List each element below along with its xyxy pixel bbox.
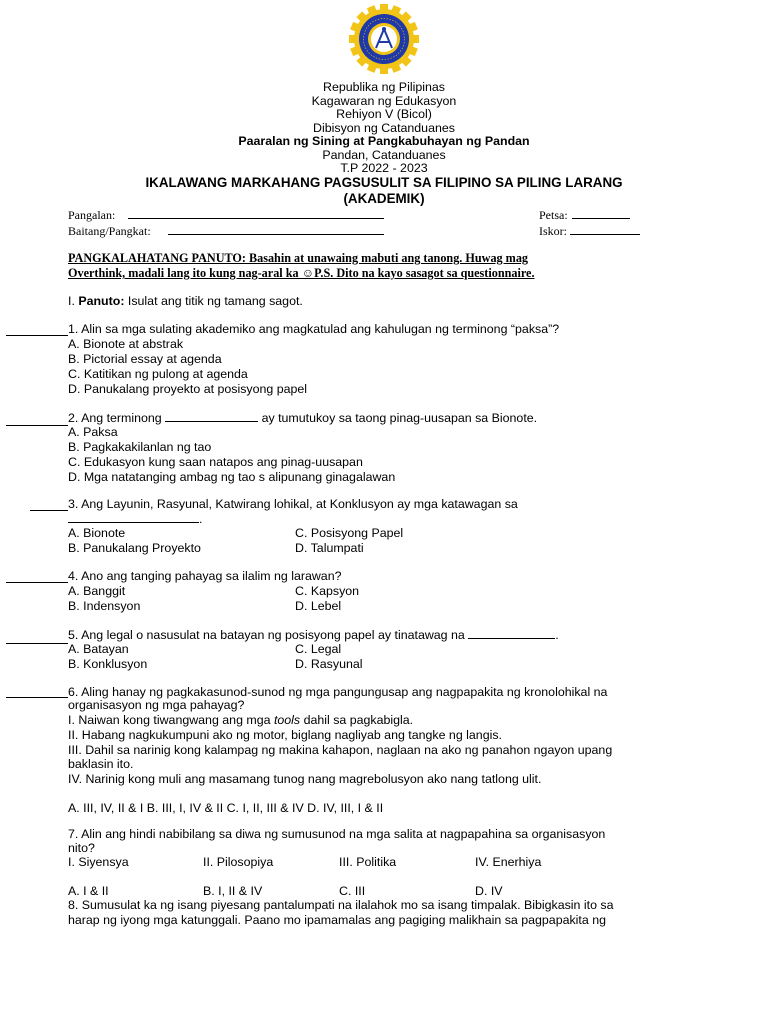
q6-item-1-after: dahil sa pagkabigla. xyxy=(300,713,414,727)
header-division: Dibisyon ng Catanduanes xyxy=(313,121,455,135)
q5-stem-before: 5. Ang legal o nasusulat na batayan ng posisyong papel ay tinatawag na xyxy=(68,628,469,642)
general-instructions-line2: Overthink, madali lang ito kung nag-aral ka ☺P.S. Dito na kayo sasagot sa questionnaire. xyxy=(68,266,535,280)
score-field-line[interactable] xyxy=(570,234,640,235)
q2-stem xyxy=(68,410,537,426)
q5-stem xyxy=(68,627,559,643)
q6-choices: A. III, IV, II & I B. III, I, IV & II C. I, II, III & IV D. IV, III, I & II xyxy=(68,801,384,815)
header-school-year: T.P 2022 - 2023 xyxy=(340,161,428,175)
school-seal-logo xyxy=(349,4,419,74)
q1-option-a: A. Bionote at abstrak xyxy=(68,337,184,351)
q7-stem-line2: nito? xyxy=(68,841,95,855)
section-1-roman: I. xyxy=(68,294,79,308)
q6-stem-line1: 6. Aling hanay ng pagkakasunod-sunod ng mga pangungusap ang nagpapakita ng kronolohikal na xyxy=(68,685,608,699)
q7-word-4: IV. Enerhiya xyxy=(475,855,542,869)
q6-item-2: II. Habang nagkukumpuni ako ng motor, biglang nagliyab ang tangke ng langis. xyxy=(68,728,502,742)
q1-stem: 1. Alin sa mga sulating akademiko ang magkatulad ang kahulugan ng terminong “paksa”? xyxy=(68,322,560,336)
header-location: Pandan, Catanduanes xyxy=(322,148,446,162)
q3-option-d: D. Talumpati xyxy=(295,541,364,555)
section-1-text: Isulat ang titik ng tamang sagot. xyxy=(124,294,303,308)
date-field-line[interactable] xyxy=(572,218,630,219)
q2-option-d: D. Mga natatanging ambag ng tao s alipunang ginagalawan xyxy=(68,470,396,484)
q2-stem-after: ay tumutukoy sa taong pinag-uusapan sa Bionote. xyxy=(258,411,538,425)
name-field-line[interactable] xyxy=(128,218,384,219)
q2-option-a: A. Paksa xyxy=(68,425,118,439)
grade-field-line[interactable] xyxy=(168,234,384,235)
q6-item-1 xyxy=(68,713,413,728)
q6-item-4: IV. Narinig kong muli ang masamang tunog nang magrebolusyon ako nang tatlong ulit. xyxy=(68,772,542,786)
q5-stem-after: . xyxy=(555,628,559,642)
q2-inline-blank[interactable] xyxy=(165,410,258,422)
q6-item-3-line1: III. Dahil sa narinig kong kalampag ng makina kahapon, naglaan na ako ng panahon ngayon upang xyxy=(68,743,613,757)
q4-option-a: A. Banggit xyxy=(68,584,126,598)
section-1-label: Panuto: xyxy=(78,294,125,308)
q4-option-c: C. Kapsyon xyxy=(295,584,360,598)
q8-line2: harap ng iyong mga katunggali. Paano mo ipamamalas ang pagiging malikhain sa pagpapakita ng xyxy=(68,913,606,927)
q4-stem: 4. Ano ang tanging pahayag sa ilalim ng larawan? xyxy=(68,569,342,583)
score-label: Iskor: xyxy=(539,224,567,238)
q7-word-2: II. Pilosopiya xyxy=(203,855,274,869)
q1-option-d: D. Panukalang proyekto at posisyong papel xyxy=(68,382,308,396)
q7-word-1: I. Siyensya xyxy=(68,855,129,869)
q6-item-1-before: I. Naiwan kong tiwangwang ang mga xyxy=(68,713,274,727)
answer-blank-q1[interactable] xyxy=(6,335,68,336)
grade-label: Baitang/Pangkat: xyxy=(68,224,151,238)
q2-stem-before: 2. Ang terminong xyxy=(68,411,166,425)
header-department: Kagawaran ng Edukasyon xyxy=(311,94,457,108)
q3-inline-blank[interactable] xyxy=(68,511,199,523)
q3-stem-continued xyxy=(68,511,202,527)
q5-option-a: A. Batayan xyxy=(68,642,129,656)
q7-option-b: B. I, II & IV xyxy=(203,884,263,898)
q4-option-d: D. Lebel xyxy=(295,599,342,613)
answer-blank-q3[interactable] xyxy=(30,510,68,511)
q5-inline-blank[interactable] xyxy=(468,627,555,639)
exam-title: IKALAWANG MARKAHANG PAGSUSULIT SA FILIPINO SA PILING LARANG xyxy=(145,175,623,190)
answer-blank-q6[interactable] xyxy=(6,697,68,698)
answer-blank-q5[interactable] xyxy=(6,643,68,644)
q2-option-b: B. Pagkakakilanlan ng tao xyxy=(68,440,212,454)
q5-option-b: B. Konklusyon xyxy=(68,657,148,671)
q1-option-b: B. Pictorial essay at agenda xyxy=(68,352,222,366)
q7-option-d: D. IV xyxy=(475,884,503,898)
q3-option-b: B. Panukalang Proyekto xyxy=(68,541,201,555)
date-label: Petsa: xyxy=(539,208,568,222)
q3-stem-end: . xyxy=(199,512,203,526)
q1-option-c: C. Katitikan ng pulong at agenda xyxy=(68,367,248,381)
section-1-instruction xyxy=(68,294,303,308)
q5-option-d: D. Rasyunal xyxy=(295,657,363,671)
q2-option-c: C. Edukasyon kung saan natapos ang pinag-uusapan xyxy=(68,455,363,469)
header-region: Rehiyon V (Bicol) xyxy=(336,107,432,121)
q4-option-b: B. Indensyon xyxy=(68,599,141,613)
q7-stem-line1: 7. Alin ang hindi nabibilang sa diwa ng sumusunod na mga salita at nagpapahina sa organisasyon xyxy=(68,827,606,841)
header-republic: Republika ng Pilipinas xyxy=(323,80,445,94)
answer-blank-q4[interactable] xyxy=(6,582,68,583)
q3-option-a: A. Bionote xyxy=(68,526,126,540)
q8-line1: 8. Sumusulat ka ng isang piyesang pantalumpati na ilalahok mo sa isang timpalak. Bibigkasin ito sa xyxy=(68,898,614,912)
q7-option-c: C. III xyxy=(339,884,366,898)
header-school: Paaralan ng Sining at Pangkabuhayan ng Pandan xyxy=(238,134,530,148)
exam-subtitle: (AKADEMIK) xyxy=(343,191,425,206)
q6-item-3-line2: baklasin ito. xyxy=(68,757,134,771)
answer-blank-q2[interactable] xyxy=(6,425,68,426)
name-label: Pangalan: xyxy=(68,208,116,222)
q3-option-c: C. Posisyong Papel xyxy=(295,526,404,540)
q7-option-a: A. I & II xyxy=(68,884,109,898)
q6-stem-line2: organisasyon ng mga pahayag? xyxy=(68,698,245,712)
q3-stem: 3. Ang Layunin, Rasyunal, Katwirang lohikal, at Konklusyon ay mga katawagan sa xyxy=(68,497,518,511)
q7-word-3: III. Politika xyxy=(339,855,397,869)
q5-option-c: C. Legal xyxy=(295,642,342,656)
q6-item-1-italic: tools xyxy=(273,713,301,727)
general-instructions-line1: PANGKALAHATANG PANUTO: Basahin at unawaing mabuti ang tanong. Huwag mag xyxy=(68,251,529,265)
